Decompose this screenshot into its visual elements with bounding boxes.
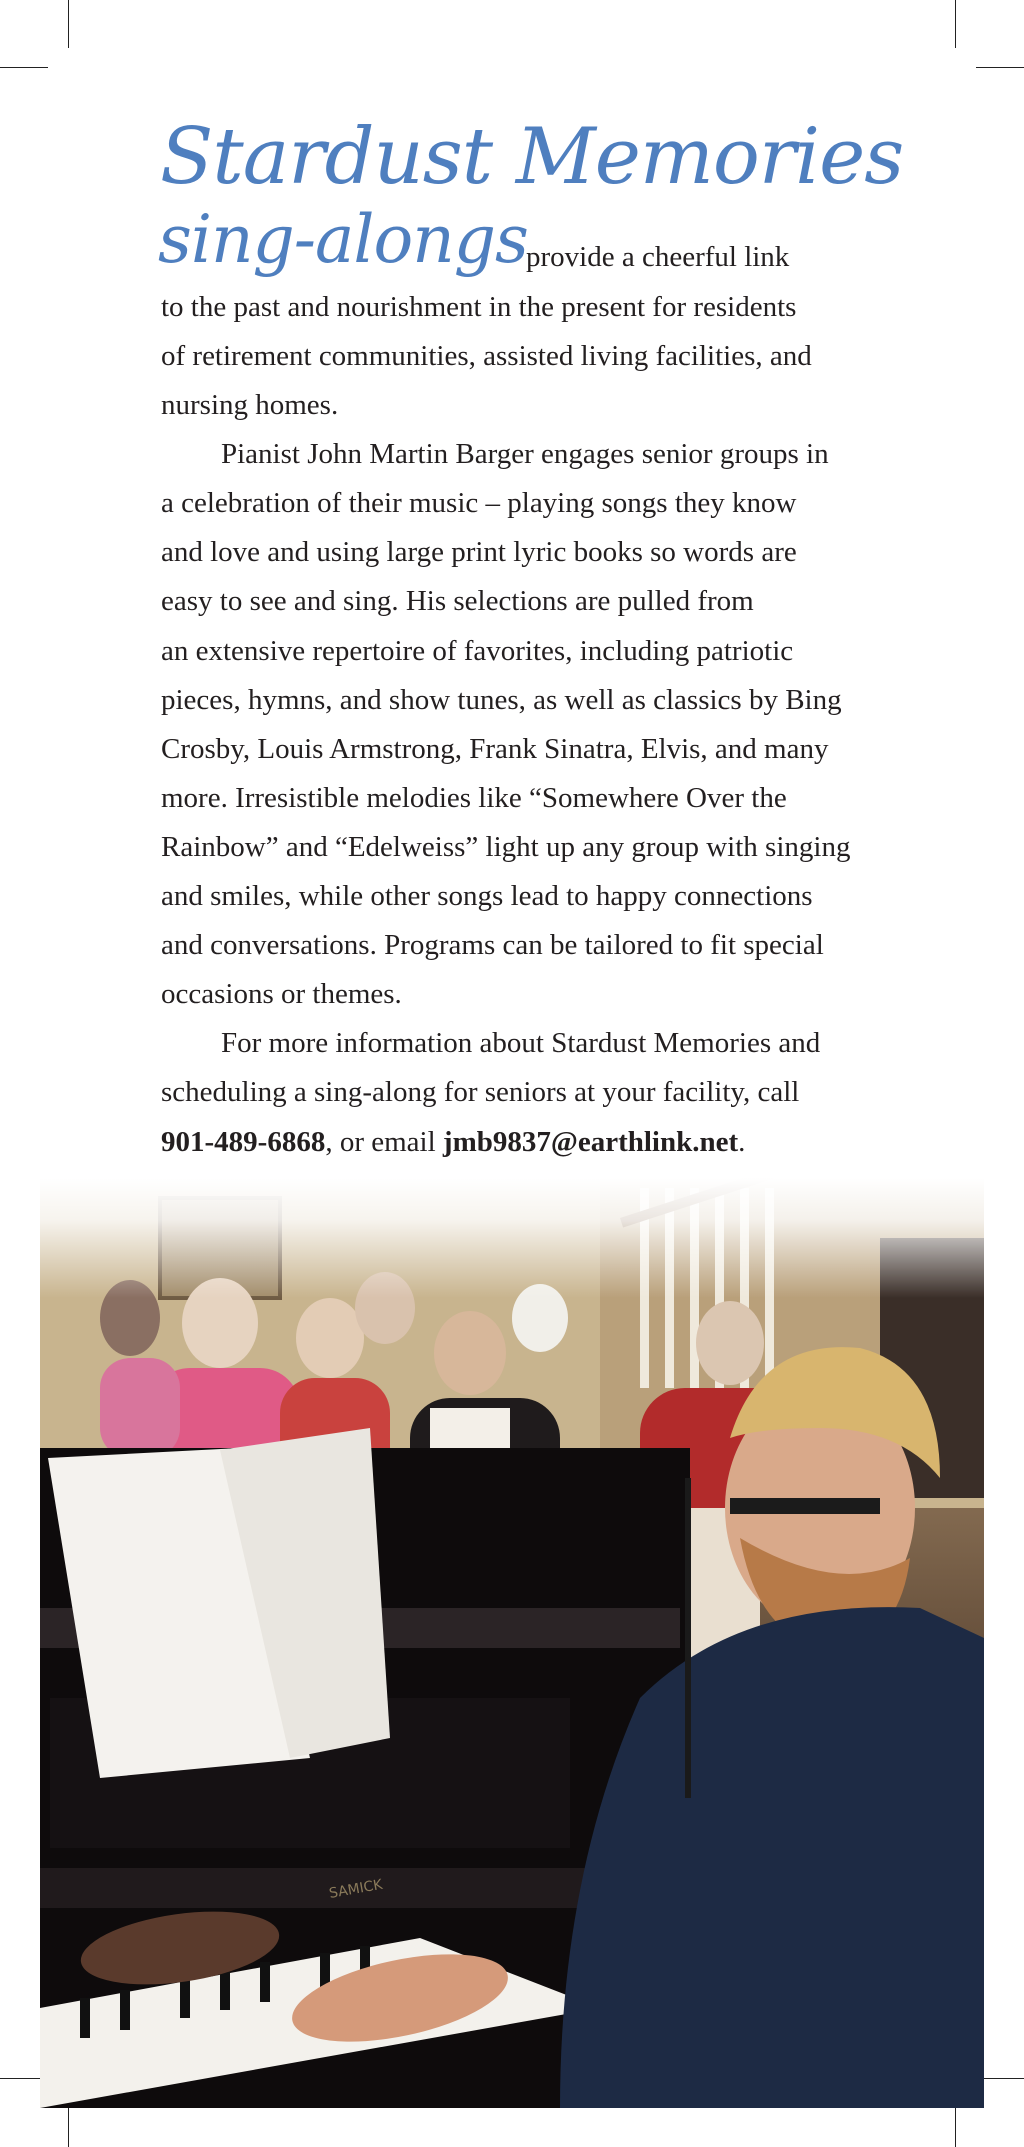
body-line: pieces, hymns, and show tunes, as well as classics by Bing xyxy=(161,684,842,716)
body-line: an extensive repertoire of favorites, including patriotic xyxy=(161,635,794,667)
photo-fade xyxy=(40,1178,984,1298)
heading-subtitle: sing-alongs xyxy=(158,201,528,278)
body-line: Rainbow” and “Edelweiss” light up any group with singing xyxy=(161,831,851,863)
body-line: and conversations. Programs can be tailored to fit special xyxy=(161,929,824,961)
heading-title: Stardust Memories xyxy=(160,112,904,202)
phone-number[interactable]: 901-489-6868 xyxy=(161,1126,326,1158)
crop-mark xyxy=(68,0,69,48)
contact-end: . xyxy=(738,1126,746,1158)
piano-brand-text: SAMICK xyxy=(327,1876,384,1902)
body-line: scheduling a sing-along for seniors at your facility, call xyxy=(161,1076,800,1108)
email-address[interactable]: jmb9837@earthlink.net xyxy=(442,1126,739,1158)
crop-mark xyxy=(955,0,956,48)
body-line: and smiles, while other songs lead to happy connections xyxy=(161,880,813,912)
body-line: to the past and nourishment in the present for residents xyxy=(161,291,797,323)
body-line: of retirement communities, assisted living facilities, and xyxy=(161,340,812,372)
body-line: more. Irresistible melodies like “Somewhere Over the xyxy=(161,782,787,814)
crop-mark xyxy=(0,67,48,68)
body-line: Crosby, Louis Armstrong, Frank Sinatra, Elvis, and many xyxy=(161,733,829,765)
body-line: nursing homes. xyxy=(161,389,339,421)
body-line: and love and using large print lyric books so words are xyxy=(161,536,797,568)
body-line: Pianist John Martin Barger engages senior groups in xyxy=(221,438,829,470)
body-line: easy to see and sing. His selections are pulled from xyxy=(161,585,754,617)
body-line: a celebration of their music – playing songs they know xyxy=(161,487,797,519)
body-line: occasions or themes. xyxy=(161,978,402,1010)
contact-line xyxy=(161,1118,745,1167)
body-line: For more information about Stardust Memories and xyxy=(221,1027,821,1059)
singalong-photo xyxy=(40,1178,984,2108)
crop-mark xyxy=(976,67,1024,68)
body-line: provide a cheerful link xyxy=(526,241,790,273)
contact-connector: , or email xyxy=(325,1126,443,1158)
